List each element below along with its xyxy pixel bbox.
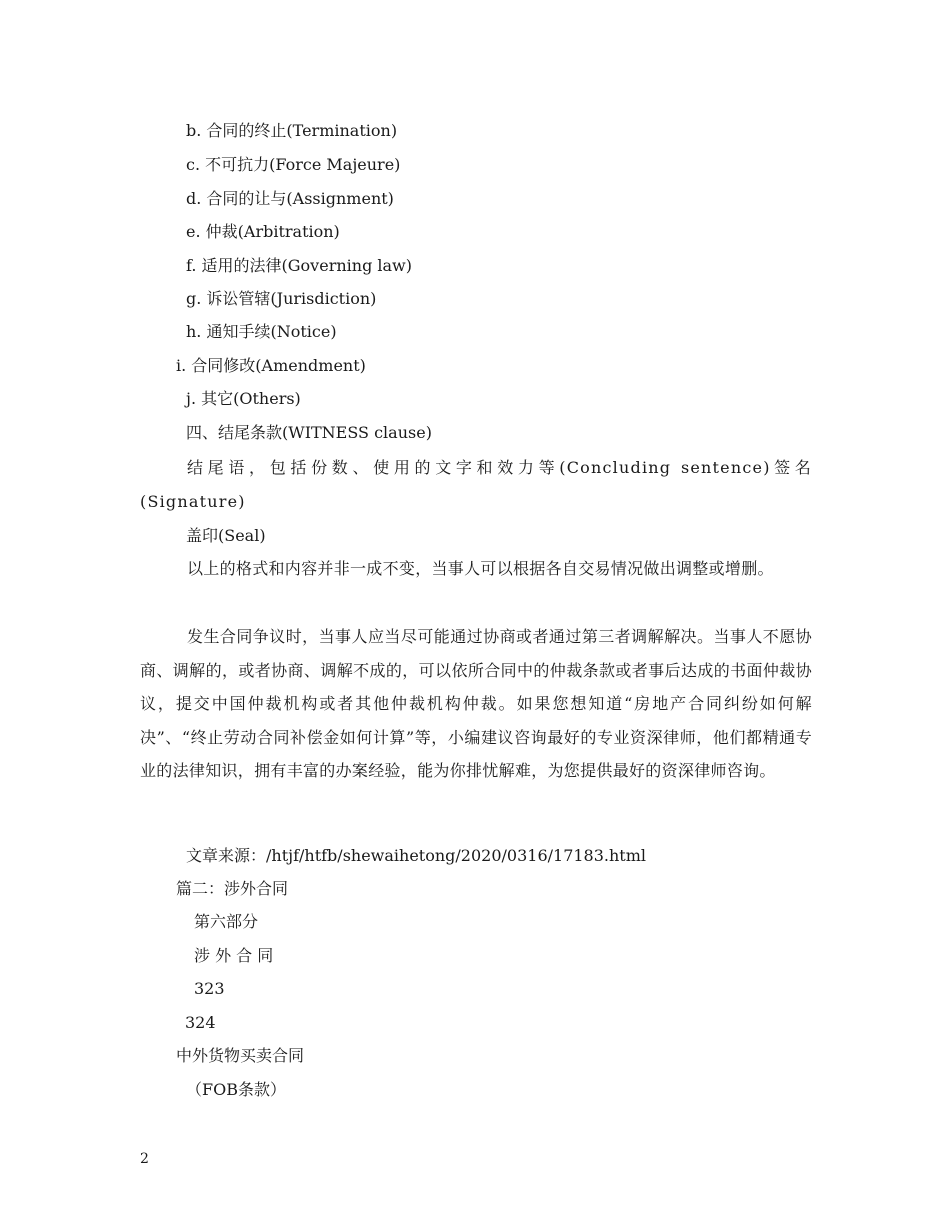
- list-item-governing-law: f. 适用的法律(Governing law): [186, 256, 412, 275]
- contract-title: 中外货物买卖合同: [176, 1046, 305, 1065]
- part-name: 涉 外 合 同: [194, 946, 274, 965]
- list-item-termination: b. 合同的终止(Termination): [186, 121, 398, 140]
- page-number: 2: [140, 1151, 149, 1167]
- list-item-jurisdiction: g. 诉讼管辖(Jurisdiction): [186, 289, 377, 308]
- list-item-others: j. 其它(Others): [186, 389, 301, 408]
- list-item-arbitration: e. 仲裁(Arbitration): [186, 222, 340, 241]
- contract-subtitle: （FOB条款）: [186, 1080, 286, 1099]
- section-heading-witness: 四、结尾条款(WITNESS clause): [186, 423, 432, 442]
- format-note-paragraph: 以上的格式和内容并非一成不变，当事人可以根据各自交易情况做出调整或增删。: [187, 559, 774, 578]
- list-item-notice: h. 通知手续(Notice): [186, 322, 337, 341]
- list-item-force-majeure: c. 不可抗力(Force Majeure): [186, 155, 401, 174]
- dispute-paragraph: 发生合同争议时，当事人应当尽可能通过协商或者通过第三者调解解决。当事人不愿协商、调解的，或者协商、调解不成的，可以依所合同中的仲裁条款或者事后达成的书面仲裁协议，提交中国仲裁机构或者其他仲裁机构仲裁。如果您想知道“房地产合同纠纷如何解决”、“终止劳动合同补偿金如何计算”等，小编建议咨询最好的专业资深律师，他们都精通专业的法律知识，拥有丰富的办案经验，能为你排忧解难，为您提供最好的资深律师咨询。: [140, 627, 812, 780]
- list-item-assignment: d. 合同的让与(Assignment): [186, 189, 394, 208]
- source-line: 文章来源：/htjf/htfb/shewaihetong/2020/0316/17183.html: [186, 846, 647, 865]
- list-item-amendment: i. 合同修改(Amendment): [176, 356, 366, 375]
- concluding-sentence-paragraph: 结尾语，包括份数、使用的文字和效力等(Concluding sentence)签名(Signature): [140, 458, 812, 511]
- part-two-title: 篇二：涉外合同: [176, 879, 289, 898]
- page-ref-324: 324: [185, 1013, 216, 1032]
- page-ref-323: 323: [194, 979, 225, 998]
- part-label: 第六部分: [194, 912, 259, 931]
- seal-line: 盖印(Seal): [186, 526, 266, 545]
